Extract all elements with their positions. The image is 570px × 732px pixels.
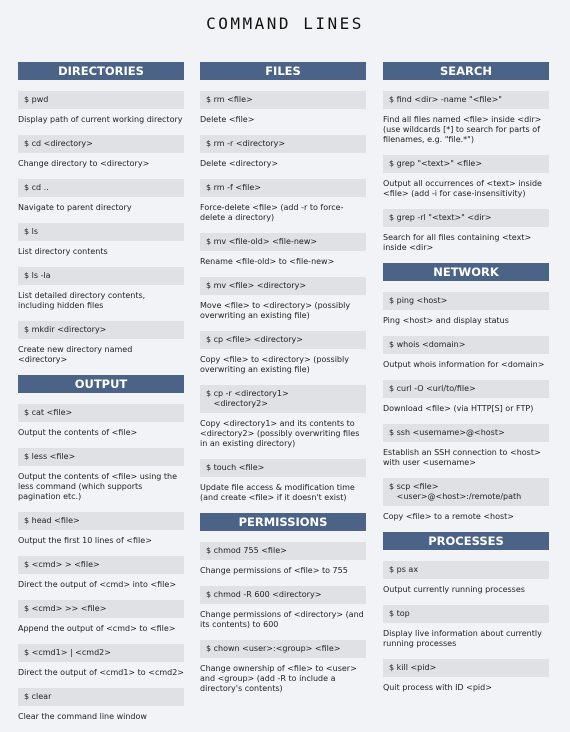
page-title: COMMAND LINES xyxy=(206,14,364,33)
command-snippet: $ scp <file> <user>@<host>:/remote/path xyxy=(383,478,549,506)
command-snippet: $ <cmd> > <file> xyxy=(18,556,184,574)
section-header-directories: DIRECTORIES xyxy=(18,62,184,80)
command-description: Create new directory named <directory> xyxy=(18,345,133,364)
command-snippet: $ cd <directory> xyxy=(18,135,184,153)
command-description: Download <file> (via HTTP[S] or FTP) xyxy=(383,404,534,413)
command-snippet: $ less <file> xyxy=(18,448,184,466)
command-description: Copy <directory1> and its contents to <directory2> (possibly overwriting files in an existing directory) xyxy=(200,419,360,448)
command-description: Quit process with ID <pid> xyxy=(383,683,492,692)
section-search xyxy=(383,62,549,253)
section-header-processes: PROCESSES xyxy=(383,532,549,550)
command-snippet: $ mv <file-old> <file-new> xyxy=(200,233,366,251)
section-network xyxy=(383,263,549,522)
command-description: Output the contents of <file> xyxy=(18,428,138,437)
command-description: Establish an SSH connection to <host> with user <username> xyxy=(383,448,541,467)
command-snippet: $ find <dir> -name "<file>" xyxy=(383,91,549,109)
section-header-search: SEARCH xyxy=(383,62,549,80)
section-files xyxy=(200,62,366,503)
command-snippet: $ cat <file> xyxy=(18,404,184,422)
section-header-files: FILES xyxy=(200,62,366,80)
command-snippet: $ ls -la xyxy=(18,267,184,285)
command-description: Output the contents of <file> using the less command (which supports pagination etc.) xyxy=(18,472,178,501)
command-description: Delete <file> xyxy=(200,115,255,124)
command-description: Direct the output of <cmd1> to <cmd2> xyxy=(18,668,184,677)
command-description: Display live information about currently running processes xyxy=(383,629,542,648)
section-permissions xyxy=(200,513,366,694)
section-processes xyxy=(383,532,549,693)
command-snippet: $ cp -r <directory1> <directory2> xyxy=(200,385,366,413)
command-description: List directory contents xyxy=(18,247,108,256)
column-3 xyxy=(383,62,549,703)
command-snippet: $ ls xyxy=(18,223,184,241)
command-description: Append the output of <cmd> to <file> xyxy=(18,624,176,633)
command-description: Change permissions of <directory> (and its contents) to 600 xyxy=(200,610,364,629)
command-snippet: $ rm -r <directory> xyxy=(200,135,366,153)
command-snippet: $ cp <file> <directory> xyxy=(200,331,366,349)
command-description: Delete <directory> xyxy=(200,159,279,168)
command-snippet: $ rm <file> xyxy=(200,91,366,109)
command-snippet: $ chown <user>:<group> <file> xyxy=(200,640,366,658)
command-description: Move <file> to <directory> (possibly overwriting an existing file) xyxy=(200,301,351,320)
command-snippet: $ pwd xyxy=(18,91,184,109)
command-snippet: $ touch <file> xyxy=(200,459,366,477)
command-snippet: $ chmod -R 600 <directory> xyxy=(200,586,366,604)
section-output xyxy=(18,375,184,722)
command-description: Navigate to parent directory xyxy=(18,203,132,212)
command-description: List detailed directory contents, including hidden files xyxy=(18,291,146,310)
command-snippet: $ grep "<text>" <file> xyxy=(383,155,549,173)
column-1 xyxy=(18,62,184,732)
command-description: Force-delete <file> (add -r to force-delete a directory) xyxy=(200,203,344,222)
command-description: Change permissions of <file> to 755 xyxy=(200,566,348,575)
command-description: Find all files named <file> inside <dir> (use wildcards [*] to search for parts of filenames, e.g. "file.*") xyxy=(383,115,542,144)
command-snippet: $ rm -f <file> xyxy=(200,179,366,197)
section-directories xyxy=(18,62,184,365)
command-snippet: $ grep -rl "<text>" <dir> xyxy=(383,209,549,227)
command-snippet: $ <cmd> >> <file> xyxy=(18,600,184,618)
command-description: Output whois information for <domain> xyxy=(383,360,545,369)
command-snippet: $ cd .. xyxy=(18,179,184,197)
section-header-network: NETWORK xyxy=(383,263,549,281)
command-snippet: $ kill <pid> xyxy=(383,659,549,677)
command-snippet: $ ps ax xyxy=(383,561,549,579)
command-snippet: $ head <file> xyxy=(18,512,184,530)
command-description: Search for all files containing <text> inside <dir> xyxy=(383,233,532,252)
command-description: Rename <file-old> to <file-new> xyxy=(200,257,335,266)
command-description: Change directory to <directory> xyxy=(18,159,150,168)
command-description: Output the first 10 lines of <file> xyxy=(18,536,152,545)
command-snippet: $ ssh <username>@<host> xyxy=(383,424,549,442)
command-description: Update file access & modification time (and create <file> if it doesn't exist) xyxy=(200,483,355,502)
command-snippet: $ top xyxy=(383,605,549,623)
command-description: Copy <file> to a remote <host> xyxy=(383,512,514,521)
command-description: Ping <host> and display status xyxy=(383,316,509,325)
command-snippet: $ curl -O <url/to/file> xyxy=(383,380,549,398)
section-header-output: OUTPUT xyxy=(18,375,184,393)
section-header-permissions: PERMISSIONS xyxy=(200,513,366,531)
command-description: Direct the output of <cmd> into <file> xyxy=(18,580,177,589)
command-snippet: $ <cmd1> | <cmd2> xyxy=(18,644,184,662)
command-snippet: $ mv <file> <directory> xyxy=(200,277,366,295)
command-snippet: $ ping <host> xyxy=(383,292,549,310)
command-snippet: $ whois <domain> xyxy=(383,336,549,354)
command-description: Clear the command line window xyxy=(18,712,147,721)
command-description: Display path of current working directory xyxy=(18,115,183,124)
command-snippet: $ chmod 755 <file> xyxy=(200,542,366,560)
command-description: Copy <file> to <directory> (possibly overwriting an existing file) xyxy=(200,355,349,374)
command-snippet: $ clear xyxy=(18,688,184,706)
command-description: Output currently running processes xyxy=(383,585,525,594)
command-description: Output all occurrences of <text> inside <file> (add -i for case-insensitivity) xyxy=(383,179,542,198)
column-2 xyxy=(200,62,366,704)
command-description: Change ownership of <file> to <user> and <group> (add -R to include a directory's contents) xyxy=(200,664,357,693)
command-snippet: $ mkdir <directory> xyxy=(18,321,184,339)
